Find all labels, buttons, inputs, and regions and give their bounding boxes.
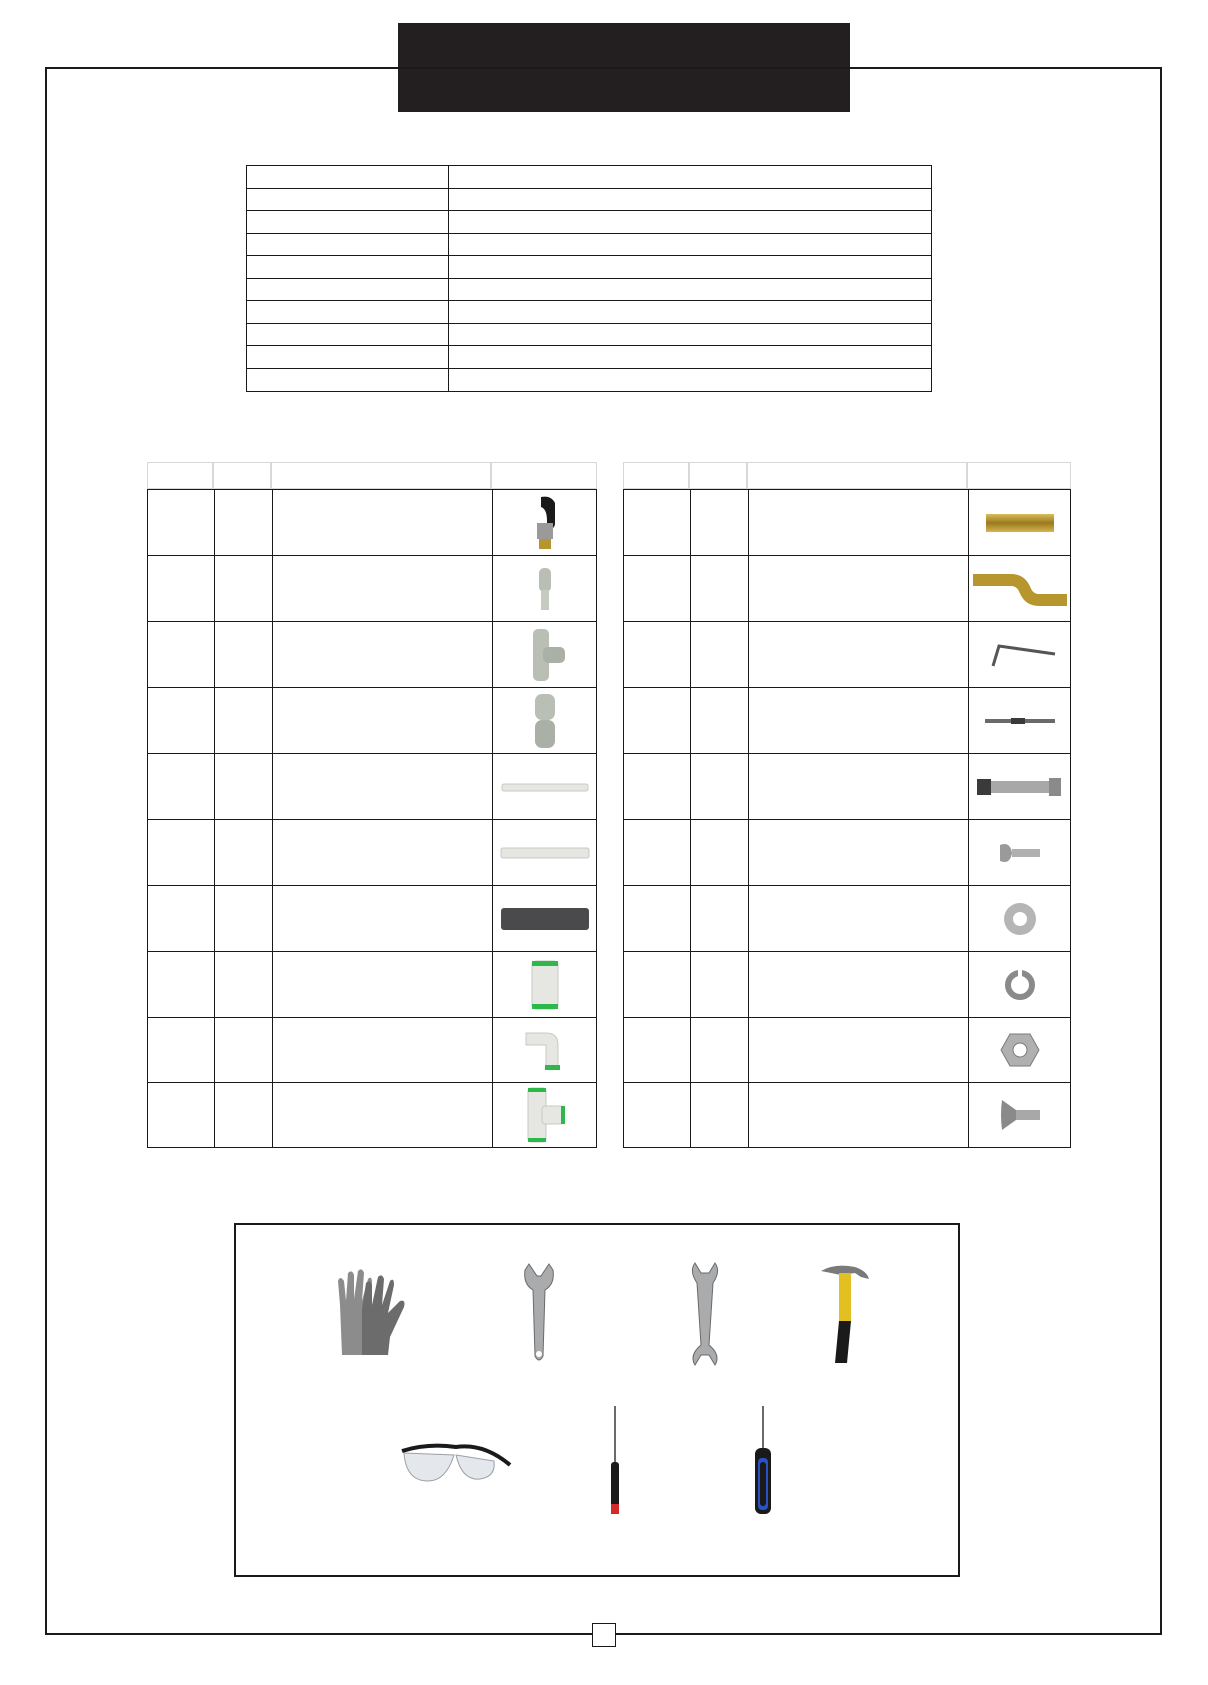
header-id xyxy=(623,462,689,489)
brass-pipe-offset-icon xyxy=(968,556,1072,621)
table-row xyxy=(624,622,1070,688)
countersunk-screw-icon xyxy=(968,1083,1072,1147)
faucet-spout-icon xyxy=(492,490,598,555)
parts-table-right xyxy=(623,462,1071,1148)
table-bottom-line xyxy=(623,1147,1071,1148)
spec-row xyxy=(247,189,931,212)
spec-row xyxy=(247,211,931,234)
table-row xyxy=(624,820,1070,886)
table-row xyxy=(148,820,596,886)
table-row xyxy=(624,556,1070,622)
brass-pipe-straight-icon xyxy=(968,490,1072,555)
header-image xyxy=(967,462,1071,489)
table-row xyxy=(148,886,596,952)
table-row xyxy=(624,688,1070,754)
flat-washer-icon xyxy=(968,886,1072,951)
dark-tube-icon xyxy=(492,886,598,951)
header-description xyxy=(271,462,491,489)
table-row xyxy=(148,622,596,688)
table-row xyxy=(148,556,596,622)
claw-hammer-icon xyxy=(810,1259,880,1369)
spec-row xyxy=(247,301,931,324)
table-row xyxy=(624,952,1070,1018)
parts-table-body xyxy=(623,489,1071,1148)
spring-washer-icon xyxy=(968,952,1072,1017)
parts-table-header xyxy=(147,462,597,489)
hex-key-icon xyxy=(968,622,1072,687)
spec-row xyxy=(247,324,931,347)
green-elbow-connector-icon xyxy=(492,1018,598,1082)
green-union-connector-icon xyxy=(492,952,598,1017)
table-row xyxy=(624,490,1070,556)
table-row xyxy=(148,688,596,754)
expansion-bolt-icon xyxy=(968,754,1072,819)
white-tube-icon xyxy=(492,754,598,819)
table-row xyxy=(148,754,596,820)
phillips-screwdriver-icon xyxy=(748,1401,778,1521)
green-tee-connector-icon xyxy=(492,1083,598,1147)
table-row xyxy=(624,1018,1070,1083)
header-image xyxy=(491,462,597,489)
white-tube-icon xyxy=(492,820,598,885)
header-id xyxy=(147,462,213,489)
page-number-box xyxy=(592,1623,616,1647)
safety-glasses-icon xyxy=(396,1415,516,1505)
table-row xyxy=(148,952,596,1018)
table-row xyxy=(624,754,1070,820)
hex-nut-icon xyxy=(968,1018,1072,1082)
work-gloves-icon xyxy=(326,1263,418,1363)
screwdriver-bit-icon xyxy=(968,688,1072,753)
spec-row xyxy=(247,256,931,279)
push-fit-tee-icon xyxy=(492,622,598,687)
tools-box xyxy=(234,1223,960,1577)
adjustable-wrench-icon xyxy=(514,1259,564,1369)
header-qty xyxy=(213,462,271,489)
spec-row xyxy=(247,279,931,302)
pan-head-screw-icon xyxy=(968,820,1072,885)
table-bottom-line xyxy=(147,1147,597,1148)
open-end-wrench-icon xyxy=(680,1259,730,1369)
spec-row xyxy=(247,166,931,189)
header-qty xyxy=(689,462,747,489)
push-fit-stem-adapter-icon xyxy=(492,556,598,621)
table-row xyxy=(148,1083,596,1147)
spec-table xyxy=(246,165,932,392)
table-row xyxy=(148,1018,596,1083)
spec-row xyxy=(247,346,931,369)
table-row xyxy=(624,1083,1070,1147)
push-fit-union-icon xyxy=(492,688,598,753)
spec-row xyxy=(247,234,931,257)
flathead-screwdriver-icon xyxy=(600,1401,630,1521)
spec-row xyxy=(247,369,931,392)
table-row xyxy=(624,886,1070,952)
parts-table-header xyxy=(623,462,1071,489)
table-row xyxy=(148,490,596,556)
header-description xyxy=(747,462,967,489)
parts-table-left xyxy=(147,462,597,1148)
parts-table-body xyxy=(147,489,597,1148)
